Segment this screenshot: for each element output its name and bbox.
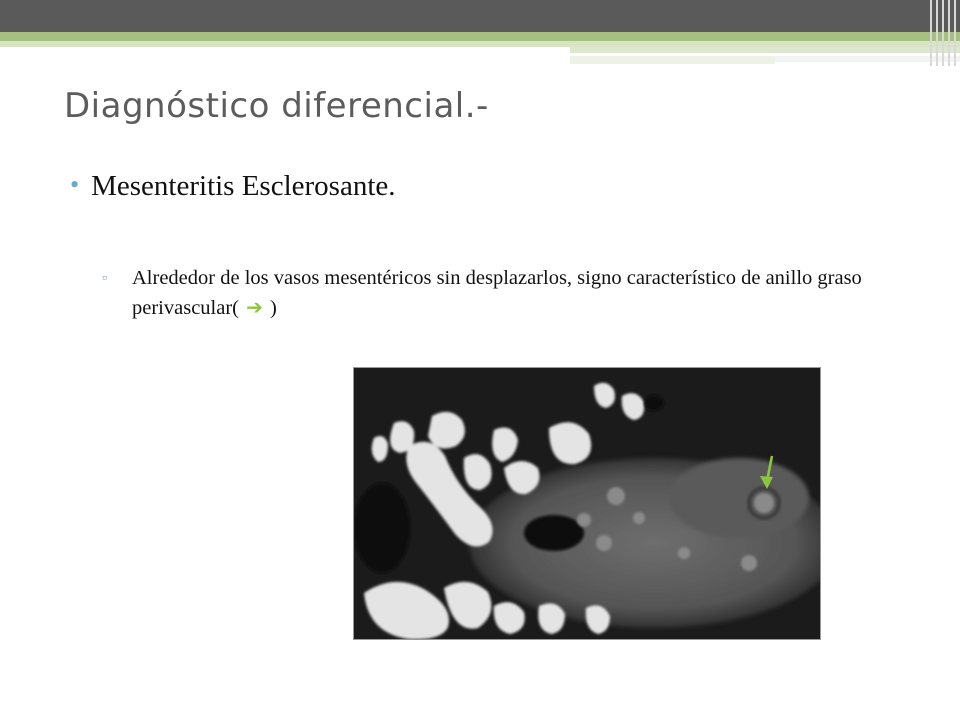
sub-bullet-text: [132, 264, 862, 323]
green-arrow-icon: ➔: [246, 295, 263, 319]
slide-title: Diagnóstico diferencial.-: [64, 86, 489, 126]
accent-stripe: [570, 56, 775, 64]
sub-bullet-item: [102, 264, 862, 323]
corner-stripes: [926, 0, 960, 66]
sub-bullet-marker: ▫: [102, 271, 107, 286]
accent-stripe: [570, 53, 890, 55]
bullet-dot: •: [70, 170, 80, 199]
bullet-text: Mesenteritis Esclerosante.: [91, 170, 396, 202]
sub-bullet-body: Alrededor de los vasos mesentéricos sin desplazarlos, signo característico de anillo graso perivascular(: [132, 267, 862, 319]
top-accent-bar: [0, 32, 960, 41]
bullet-item: [70, 170, 396, 203]
top-bar: [0, 0, 960, 32]
sub-bullet-close: ): [270, 297, 277, 319]
ct-scan-image: [353, 367, 821, 640]
